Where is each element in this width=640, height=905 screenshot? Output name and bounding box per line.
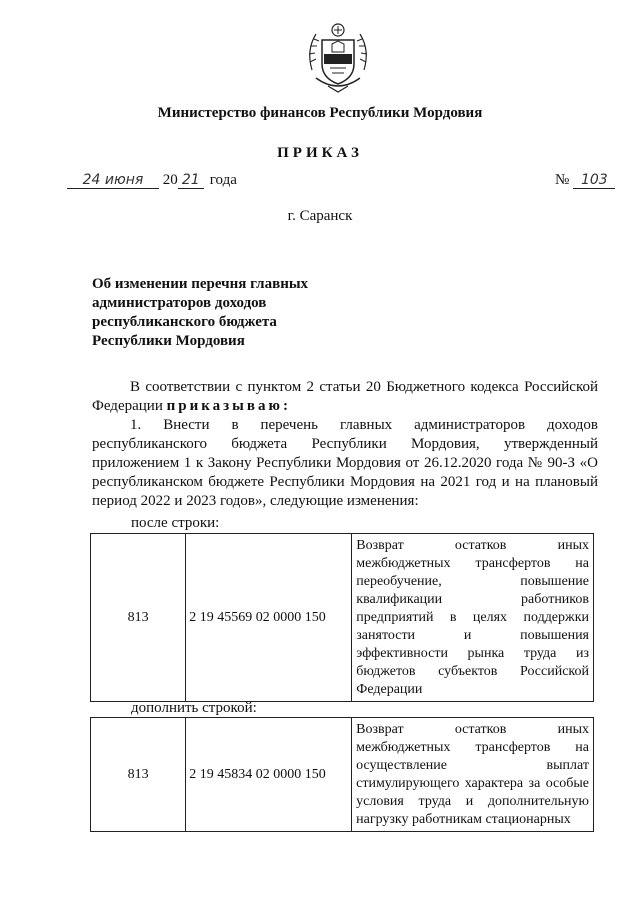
order-body	[92, 378, 598, 511]
handwritten-number: 103	[573, 172, 615, 189]
new-row-table	[90, 717, 594, 832]
add-row-label: дополнить строкой:	[131, 700, 257, 716]
description-cell: Возврат остатков иных межбюджетных трансфертов на переобучение, повышение квалификации работников предприятий в целях поддержки занятости и повышения эффективности рынка труда из бюджетов субъектов Российской Федерации	[352, 534, 594, 702]
item-1-paragraph: 1. Внести в перечень главных администраторов доходов республиканского бюджета Республики Мордовия, утвержденный приложением 1 к Закону Республики Мордовия от 26.12.2020 года № 90-З «О республиканском бюджете Республики Мордовия на 2021 год и на плановый период 2022 и 2023 годов», следующие изменения:	[92, 417, 598, 509]
admin-code-cell: 813	[91, 534, 186, 702]
handwritten-date: 24 июня	[67, 172, 159, 189]
intro-text: В соответствии с пунктом 2 статьи 20 Бюджетного кодекса Российской Федерации	[92, 379, 598, 414]
order-subject: Об изменении перечня главных администраторов доходов республиканского бюджета Республики Мордовия	[92, 276, 309, 349]
intro-paragraph	[92, 378, 598, 416]
year-suffix: года	[209, 172, 237, 188]
ministry-name: Министерство финансов Республики Мордовия	[157, 105, 483, 121]
existing-row-table	[90, 533, 594, 702]
year-prefix: 20	[162, 172, 178, 188]
coat-of-arms-emblem	[302, 18, 374, 98]
order-number	[555, 172, 615, 189]
income-code-cell: 2 19 45834 02 0000 150	[186, 718, 352, 832]
table-row	[91, 718, 594, 832]
order-date	[67, 172, 237, 189]
after-row-label: после строки:	[131, 515, 220, 531]
income-code-cell: 2 19 45569 02 0000 150	[186, 534, 352, 702]
handwritten-year: 21	[178, 172, 204, 189]
document-type: ПРИКАЗ	[277, 145, 363, 161]
admin-code-cell: 813	[91, 718, 186, 832]
number-label: №	[555, 172, 570, 188]
table-row	[91, 534, 594, 702]
city: г. Саранск	[287, 208, 353, 224]
description-cell: Возврат остатков иных межбюджетных трансфертов на осуществление выплат стимулирующего характера за особые условия труда и дополнительную нагрузку работникам стационарных	[352, 718, 594, 832]
command-word: приказываю:	[166, 398, 291, 414]
